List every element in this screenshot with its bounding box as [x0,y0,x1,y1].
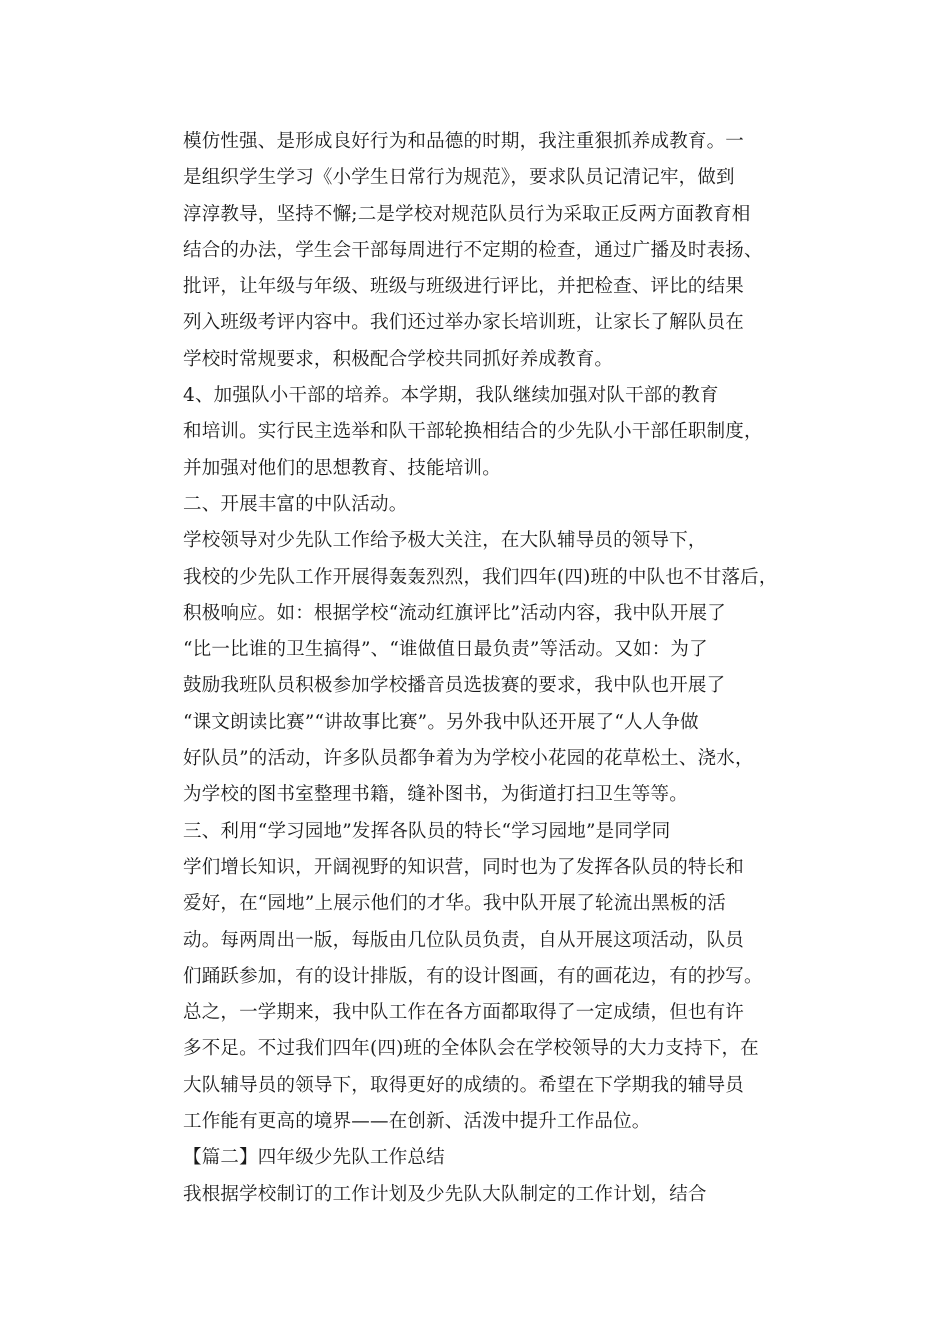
text-line: 好队员”的活动，许多队员都争着为为学校小花园的花草松土、浇水， [183,748,754,770]
text-line: 我根据学校制订的工作计划及少先队大队制定的工作计划，结合 [183,1183,707,1205]
section-heading: 三、利用“学习园地”发挥各队员的特长“学习园地”是同学同 [183,820,671,842]
text-line: 学校领导对少先队工作给予极大关注，在大队辅导员的领导下， [183,530,707,552]
text-line: 大队辅导员的领导下，取得更好的成绩的。希望在下学期我的辅导员 [183,1074,745,1096]
text-line: 总之，一学期来，我中队工作在各方面都取得了一定成绩，但也有许 [183,1002,745,1024]
text-line: 多不足。不过我们四年(四)班的全体队会在学校领导的大力支持下，在 [183,1038,759,1060]
text-line: 列入班级考评内容中。我们还过举办家长培训班，让家长了解队员在 [183,312,745,334]
text-line: 积极响应。如：根据学校“流动红旗评比”活动内容，我中队开展了 [183,602,726,624]
text-line: 鼓励我班队员积极参加学校播音员选拔赛的要求，我中队也开展了 [183,675,726,697]
text-line: “课文朗读比赛”“讲故事比赛”。另外我中队还开展了“人人争做 [183,711,699,733]
text-line: 淳淳教导，坚持不懈;二是学校对规范队员行为采取正反两方面教育相 [183,203,751,225]
text-line: 和培训。实行民主选举和队干部轮换相结合的少先队小干部任职制度， [183,421,763,443]
text-line: 为学校的图书室整理书籍，缝补图书，为街道打扫卫生等等。 [183,784,688,806]
text-line: 们踊跃参加，有的设计排版，有的设计图画，有的画花边，有的抄写。 [183,965,763,987]
text-line: 结合的办法，学生会干部每周进行不定期的检查，通过广播及时表扬、 [183,239,763,261]
text-line: 是组织学生学习《小学生日常行为规范》，要求队员记清记牢，做到 [183,167,735,189]
text-line: 我校的少先队工作开展得轰轰烈烈，我们四年(四)班的中队也不甘落后， [183,566,778,588]
text-line: 动。每两周出一版，每版由几位队员负责，自从开展这项活动，队员 [183,929,745,951]
text-line: 学校时常规要求，积极配合学校共同抓好养成教育。 [183,348,614,370]
text-line: 并加强对他们的思想教育、技能培训。 [183,457,501,479]
text-line: 4、加强队小干部的培养。本学期，我队继续加强对队干部的教育 [183,385,719,407]
section-heading: 二、开展丰富的中队活动。 [183,493,408,515]
text-line: 学们增长知识，开阔视野的知识营，同时也为了发挥各队员的特长和 [183,856,745,878]
text-line: 爱好，在“园地”上展示他们的才华。我中队开展了轮流出黑板的活 [183,893,726,915]
text-line: “比一比谁的卫生搞得”、“谁做值日最负责”等活动。又如：为了 [183,639,708,661]
text-line: 批评，让年级与年级、班级与班级进行评比，并把检查、评比的结果 [183,276,745,298]
text-line: 工作能有更高的境界——在创新、活泼中提升工作品位。 [183,1111,651,1133]
section-title: 【篇二】四年级少先队工作总结 [183,1147,445,1169]
document-body [183,124,803,1213]
text-line: 模仿性强、是形成良好行为和品德的时期，我注重狠抓养成教育。一 [183,131,745,152]
